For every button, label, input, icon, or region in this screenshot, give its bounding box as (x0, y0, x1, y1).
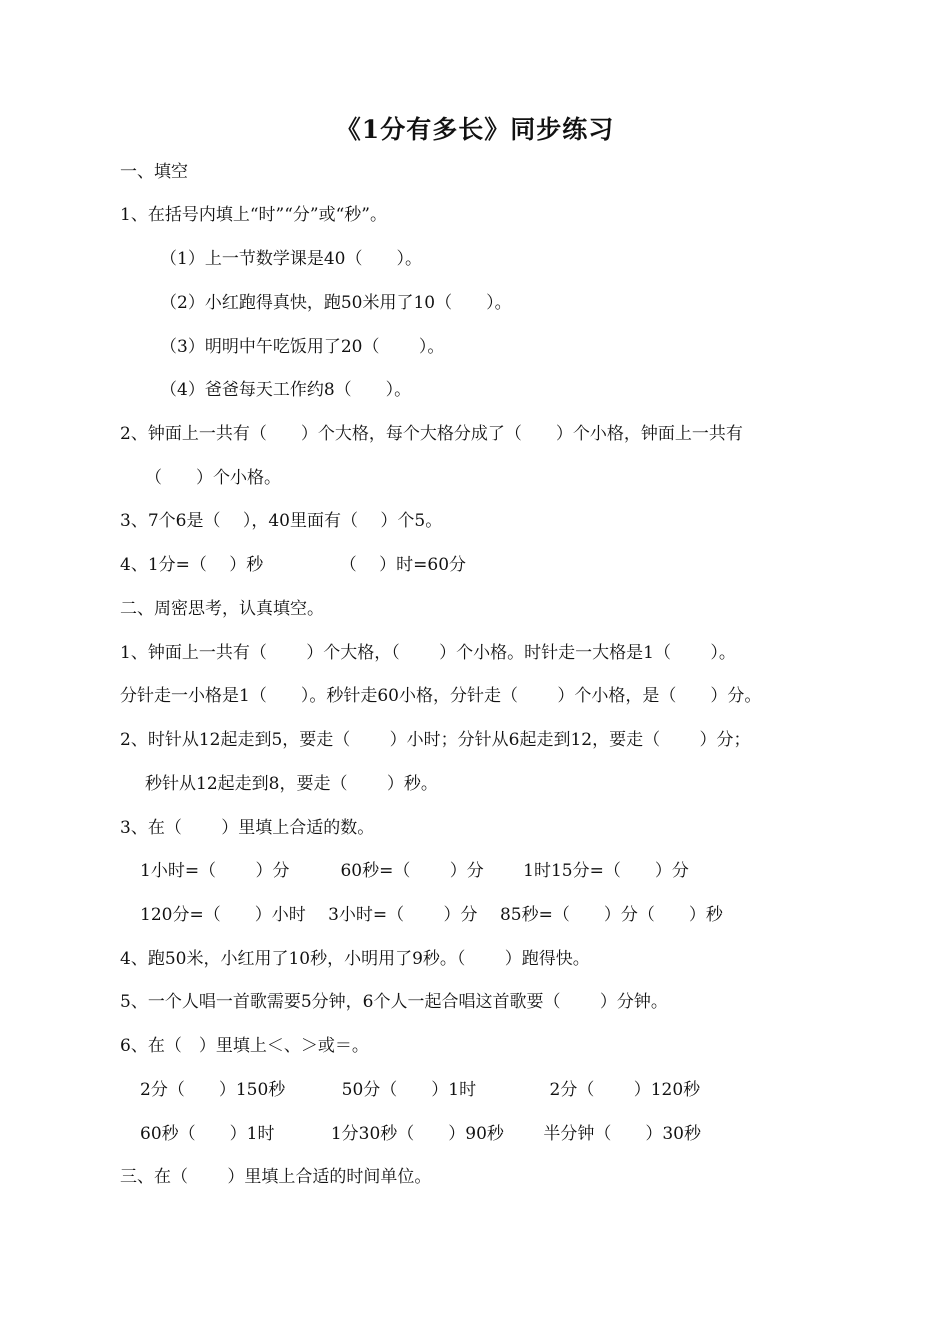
question-1-4: 4、1分=（ ）秒 （ ）时=60分 (120, 555, 467, 575)
question-2-2: 2、时针从12起走到5，要走（ ）小时；分针从6起走到12，要走（ ）分； (120, 730, 751, 750)
question-2-4: 4、跑50米，小红用了10秒，小明用了9秒。（ ）跑得快。 (120, 949, 590, 969)
question-2-6-row-2: 60秒（ ）1时 1分30秒（ ）90秒 半分钟（ ）30秒 (140, 1124, 701, 1144)
question-1-1-sub-1: （1）上一节数学课是40（ ）。 (160, 249, 422, 269)
question-2-2-continued: 秒针从12起走到8，要走（ ）秒。 (145, 774, 438, 794)
question-2-1-continued: 分针走一小格是1（ ）。秒针走60小格，分针走（ ）个小格，是（ ）分。 (120, 686, 762, 706)
question-1-1-sub-2: （2）小红跑得真快，跑50米用了10（ ）。 (160, 293, 512, 313)
question-2-1: 1、钟面上一共有（ ）个大格，（ ）个小格。时针走一大格是1（ ）。 (120, 643, 736, 663)
question-2-6: 6、在（ ）里填上＜、＞或＝。 (120, 1036, 369, 1056)
question-2-5: 5、一个人唱一首歌需要5分钟，6个人一起合唱这首歌要（ ）分钟。 (120, 992, 668, 1012)
question-1-2-continued: （ ）个小格。 (145, 468, 281, 488)
question-2-3: 3、在（ ）里填上合适的数。 (120, 818, 375, 838)
worksheet-title: 《1分有多长》同步练习 (335, 115, 615, 144)
question-1-1: 1、在括号内填上“时”“分”或“秒”。 (120, 205, 387, 225)
question-1-3: 3、7个6是（ ），40里面有（ ）个5。 (120, 511, 443, 531)
question-2-3-row-1: 1小时=（ ）分 60秒=（ ）分 1时15分=（ ）分 (140, 861, 689, 881)
question-2-3-row-2: 120分=（ ）小时 3小时=（ ）分 85秒=（ ）分（ ）秒 (140, 905, 723, 925)
question-1-1-sub-4: （4）爸爸每天工作约8（ ）。 (160, 380, 412, 400)
question-2-6-row-1: 2分（ ）150秒 50分（ ）1时 2分（ ）120秒 (140, 1080, 701, 1100)
section-heading-units: 三、在（ ）里填上合适的时间单位。 (120, 1167, 432, 1187)
section-heading-fill-blank: 一、填空 (120, 162, 188, 182)
question-1-2: 2、钟面上一共有（ ）个大格，每个大格分成了（ ）个小格，钟面上一共有 (120, 424, 743, 444)
question-1-1-sub-3: （3）明明中午吃饭用了20（ ）。 (160, 337, 445, 357)
section-heading-think: 二、周密思考，认真填空。 (120, 599, 324, 619)
